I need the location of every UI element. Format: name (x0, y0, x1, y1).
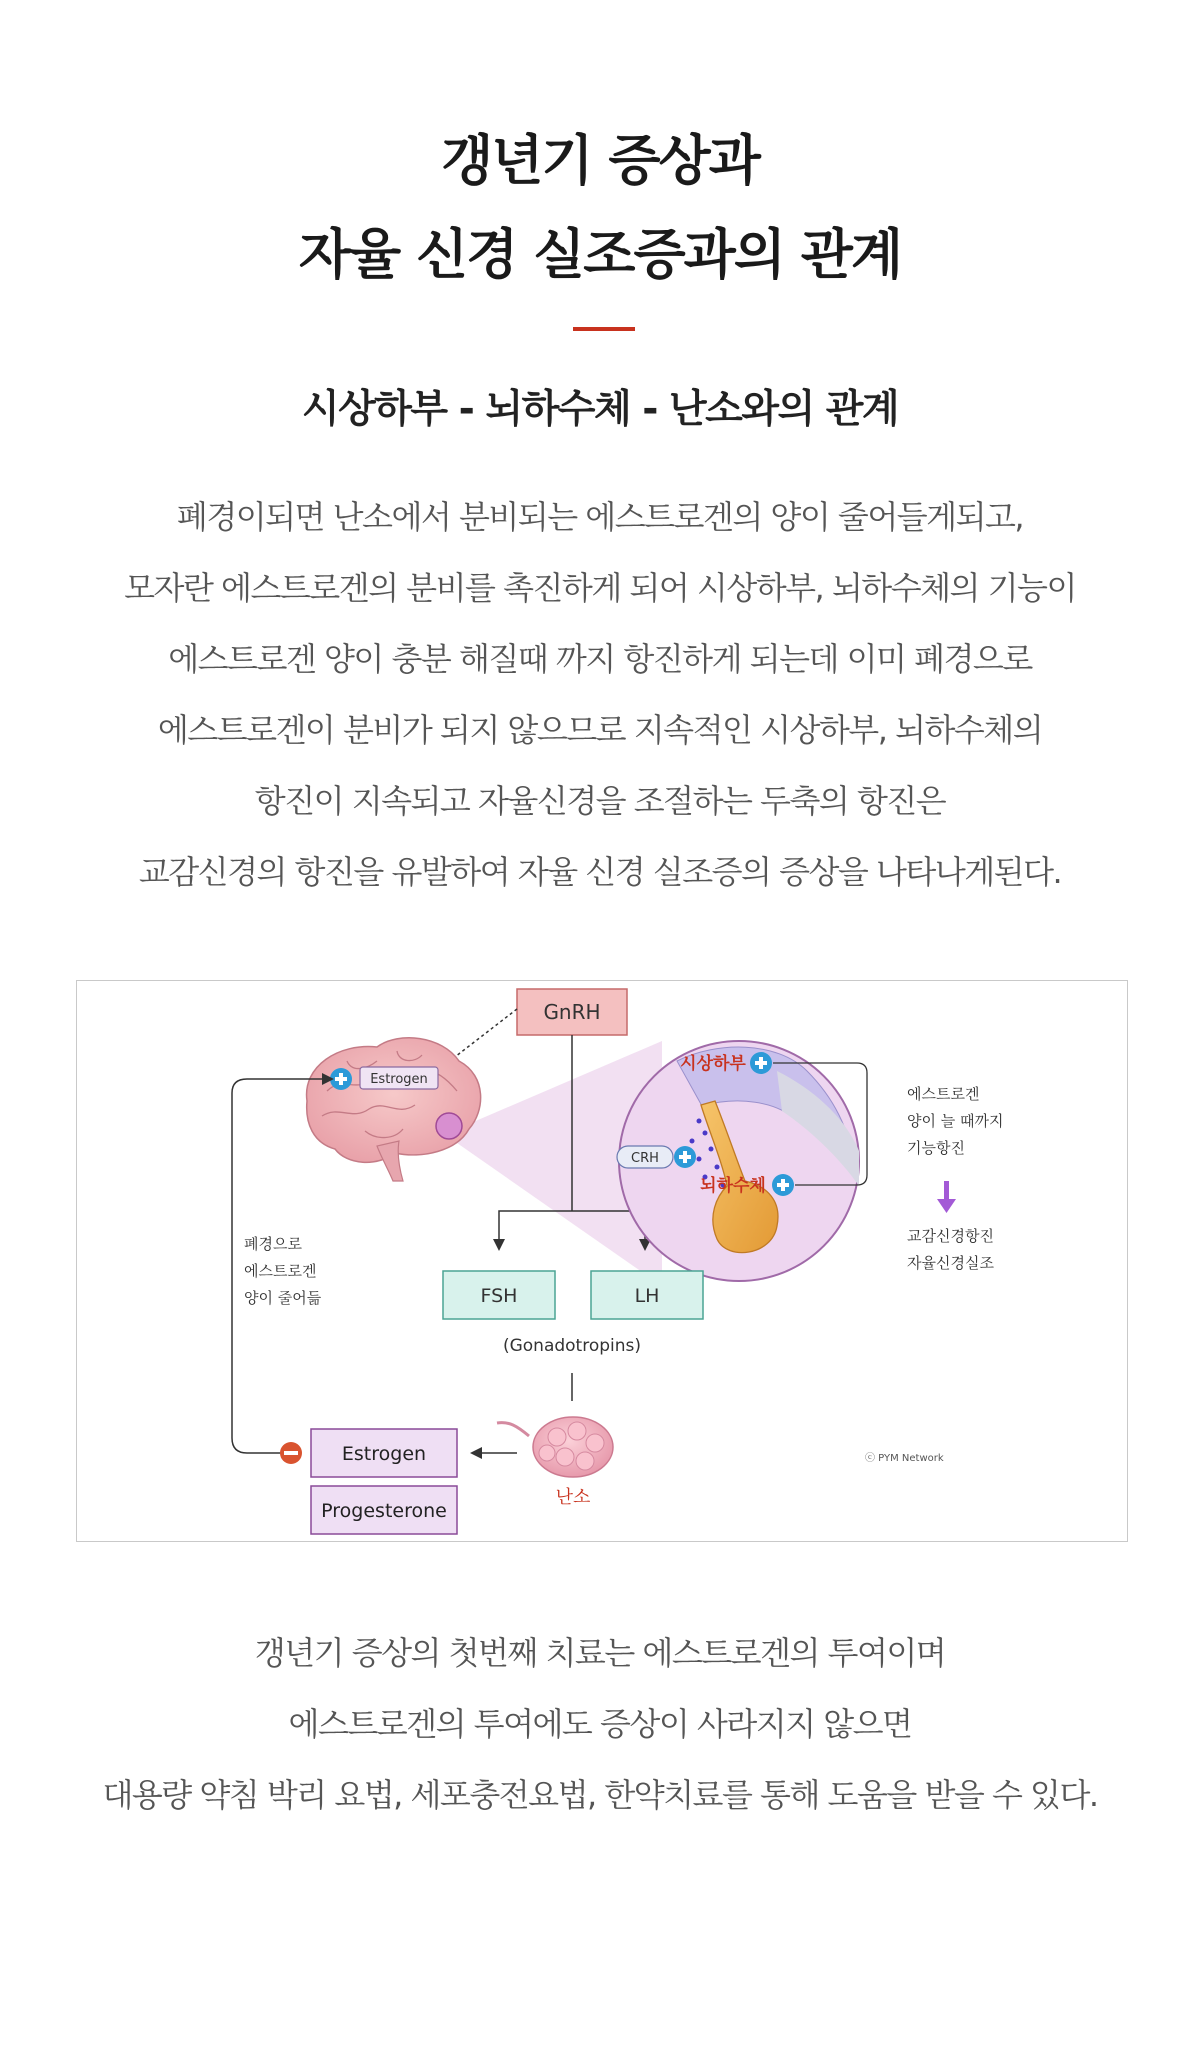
intro-line: 모자란 에스트로겐의 분비를 촉진하게 되어 시상하부, 뇌하수체의 기능이 (124, 569, 1076, 607)
gnrh-label: GnRH (543, 1000, 601, 1024)
closing-line: 대용량 약침 박리 요법, 세포충전요법, 한약치료를 통해 도움을 받을 수 있다. (102, 1776, 1098, 1814)
page-title-line-1: 갱년기 증상과 (441, 129, 759, 192)
arrow-to-fsh (493, 1239, 505, 1251)
hormone-axis-diagram (76, 980, 1128, 1542)
page-title-line-2: 자율 신경 실조증과의 관계 (298, 223, 902, 286)
intro-line: 항진이 지속되고 자율신경을 조절하는 두축의 항진은 (254, 782, 946, 820)
progesterone-box-label: Progesterone (321, 1500, 447, 1522)
title-divider (573, 327, 635, 331)
crh-tag (617, 1146, 673, 1168)
pituitary-label: 뇌하수체 (700, 1176, 766, 1196)
intro-line: 교감신경의 항진을 유발하여 자율 신경 실조증의 증상을 나타나게된다. (138, 853, 1062, 891)
estrogen-box-label: Estrogen (341, 1443, 427, 1465)
right-note-line: 양이 늘 때까지 (907, 1112, 1004, 1130)
hypothalamus-label: 시상하부 (680, 1054, 746, 1074)
left-note-line: 폐경으로 (244, 1235, 302, 1253)
right-note-line: 기능항진 (907, 1139, 965, 1157)
intro-line: 폐경이되면 난소에서 분비되는 에스트로겐의 양이 줄어들게되고, (176, 498, 1024, 536)
right-result-line: 자율신경실조 (907, 1254, 994, 1272)
lh-label: LH (634, 1285, 660, 1307)
lh-box (591, 1271, 703, 1319)
brain-illustration (307, 1038, 481, 1181)
gnrh-box (517, 989, 627, 1035)
right-note-line: 에스트로겐 (907, 1085, 980, 1103)
crh-label: CRH (631, 1151, 659, 1166)
estrogen-tag-label: Estrogen (370, 1072, 428, 1087)
closing-line: 에스트로겐의 투여에도 증상이 사라지지 않으면 (288, 1705, 912, 1743)
plus-icon (772, 1174, 794, 1196)
ovary-illustration (497, 1417, 613, 1477)
minus-icon (280, 1442, 302, 1464)
estrogen-tag (360, 1067, 438, 1089)
intro-line: 에스트로겐이 분비가 되지 않으므로 지속적인 시상하부, 뇌하수체의 (157, 711, 1043, 749)
fsh-label: FSH (480, 1285, 518, 1307)
left-note-line: 에스트로겐 (244, 1262, 317, 1280)
ovary-label: 난소 (555, 1487, 591, 1508)
down-arrow-icon (937, 1181, 956, 1213)
gonadotropins-label: (Gonadotropins) (502, 1336, 642, 1356)
estrogen-box (311, 1429, 457, 1477)
closing-line: 갱년기 증상의 첫번째 치료는 에스트로겐의 투여이며 (254, 1634, 946, 1672)
ovary-to-estrogen-arrow (470, 1447, 482, 1459)
copyright-credit: ⓒ PYM Network (865, 1453, 944, 1464)
progesterone-box (311, 1486, 457, 1534)
fsh-box (443, 1271, 555, 1319)
left-note-line: 양이 줄어듦 (244, 1289, 322, 1307)
section-subtitle: 시상하부 - 뇌하수체 - 난소와의 관계 (301, 387, 899, 432)
plus-icon (750, 1052, 772, 1074)
plus-icon (674, 1146, 696, 1168)
intro-line: 에스트로겐 양이 충분 해질때 까지 항진하게 되는데 이미 폐경으로 (168, 640, 1032, 678)
right-result-line: 교감신경항진 (907, 1227, 994, 1245)
